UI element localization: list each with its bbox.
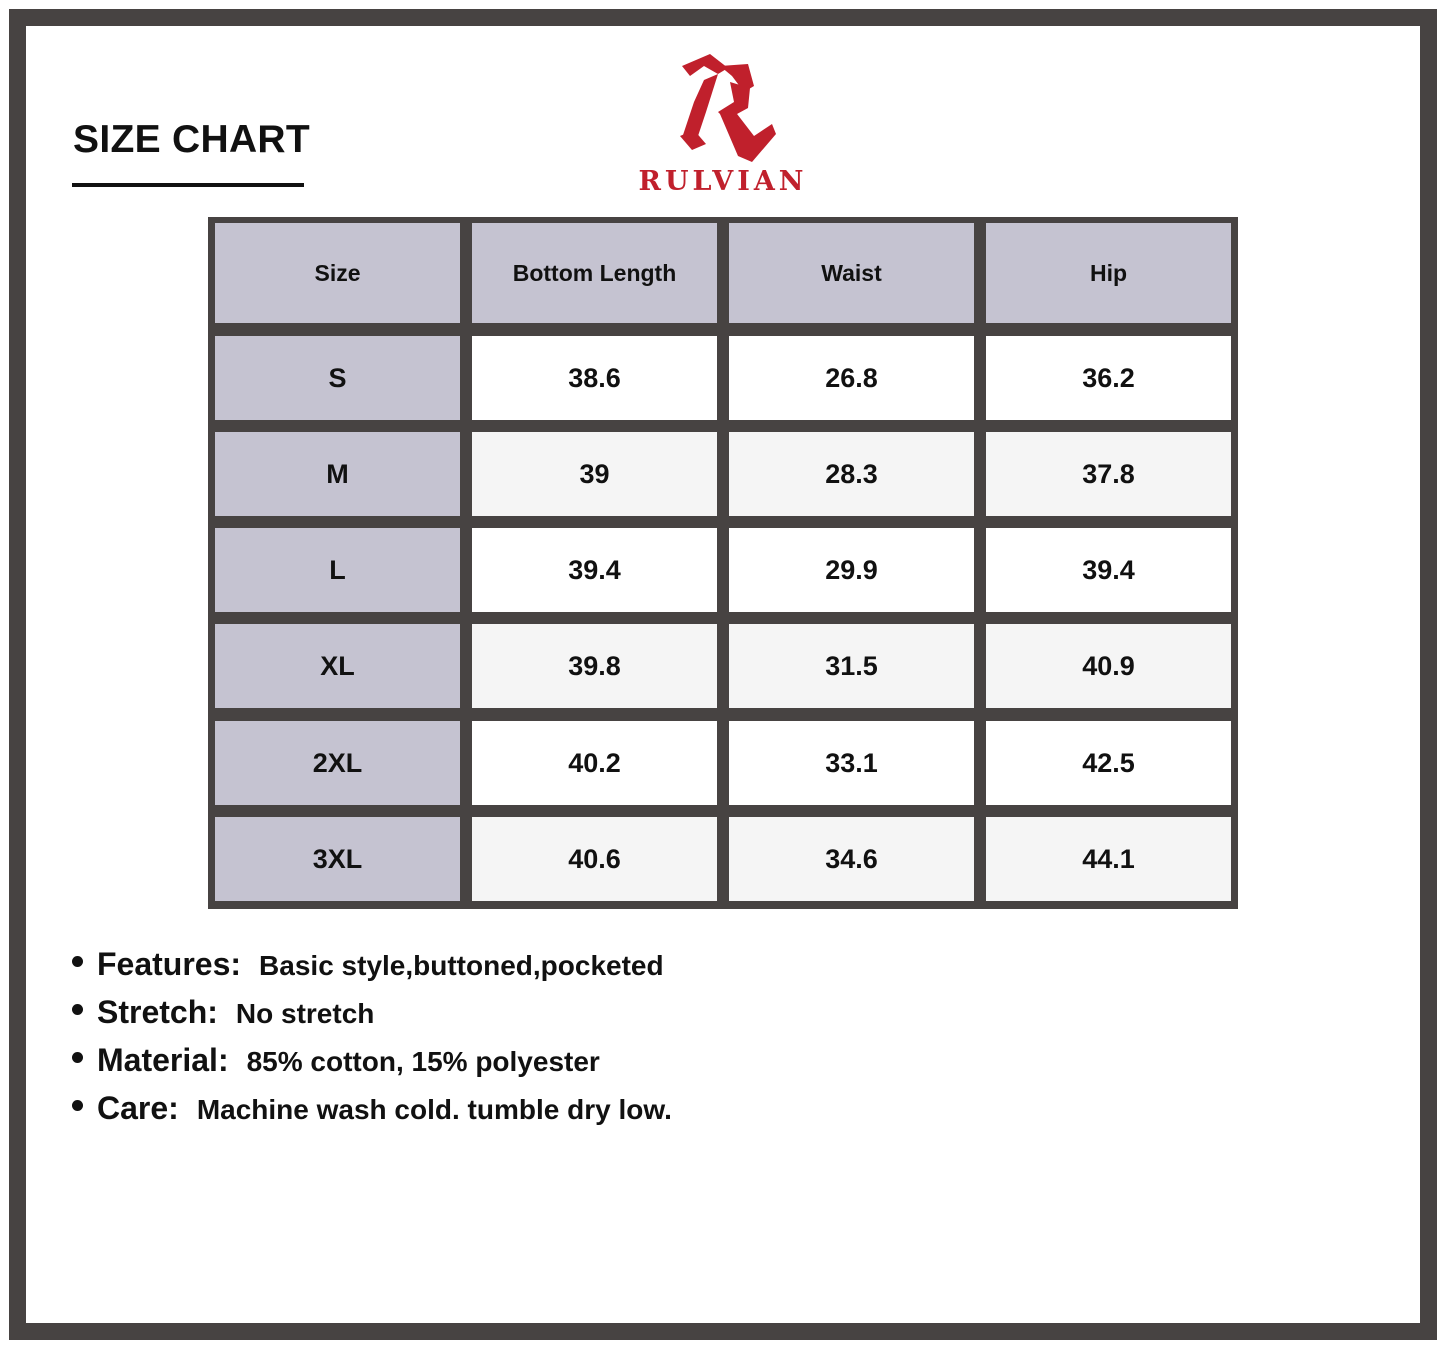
column-header: Waist [729,223,974,323]
column-header: Bottom Length [472,223,717,323]
measurement-cell: 33.1 [729,721,974,805]
measurement-cell: 39.4 [472,528,717,612]
measurement-cell: 29.9 [729,528,974,612]
size-label-cell: L [215,528,460,612]
bullet-icon [72,1100,83,1111]
measurement-cell: 36.2 [986,336,1231,420]
feature-label: Material: [97,1042,229,1078]
size-table [208,217,1238,909]
size-label-cell: 2XL [215,721,460,805]
measurement-cell: 44.1 [986,817,1231,901]
feature-label: Features: [97,946,242,982]
column-header: Hip [986,223,1231,323]
title-underline [72,183,304,187]
size-label-cell: M [215,432,460,516]
r-logo-icon [668,52,778,164]
feature-value: 85% cotton, 15% polyester [246,1046,600,1077]
feature-value: Machine wash cold. tumble dry low. [196,1094,672,1125]
size-label-cell: S [215,336,460,420]
measurement-cell: 42.5 [986,721,1231,805]
measurement-cell: 34.6 [729,817,974,901]
measurement-cell: 38.6 [472,336,717,420]
column-header: Size [215,223,460,323]
bullet-icon [72,1052,83,1063]
feature-item [72,1042,600,1079]
measurement-cell: 39 [472,432,717,516]
measurement-cell: 40.2 [472,721,717,805]
brand-name: RULVIAN [638,166,808,197]
bullet-icon [72,1004,83,1015]
feature-label: Care: [97,1090,179,1126]
size-label-cell: 3XL [215,817,460,901]
measurement-cell: 40.6 [472,817,717,901]
measurement-cell: 37.8 [986,432,1231,516]
bullet-icon [72,956,83,967]
measurement-cell: 28.3 [729,432,974,516]
page-title: SIZE CHART [73,118,310,161]
measurement-cell: 26.8 [729,336,974,420]
feature-item [72,1090,672,1127]
feature-item [72,946,664,983]
measurement-cell: 39.4 [986,528,1231,612]
feature-value: No stretch [235,998,375,1029]
feature-item [72,994,374,1031]
measurement-cell: 31.5 [729,624,974,708]
measurement-cell: 40.9 [986,624,1231,708]
feature-label: Stretch: [97,994,218,1030]
measurement-cell: 39.8 [472,624,717,708]
size-label-cell: XL [215,624,460,708]
feature-value: Basic style,buttoned,pocketed [259,950,664,981]
